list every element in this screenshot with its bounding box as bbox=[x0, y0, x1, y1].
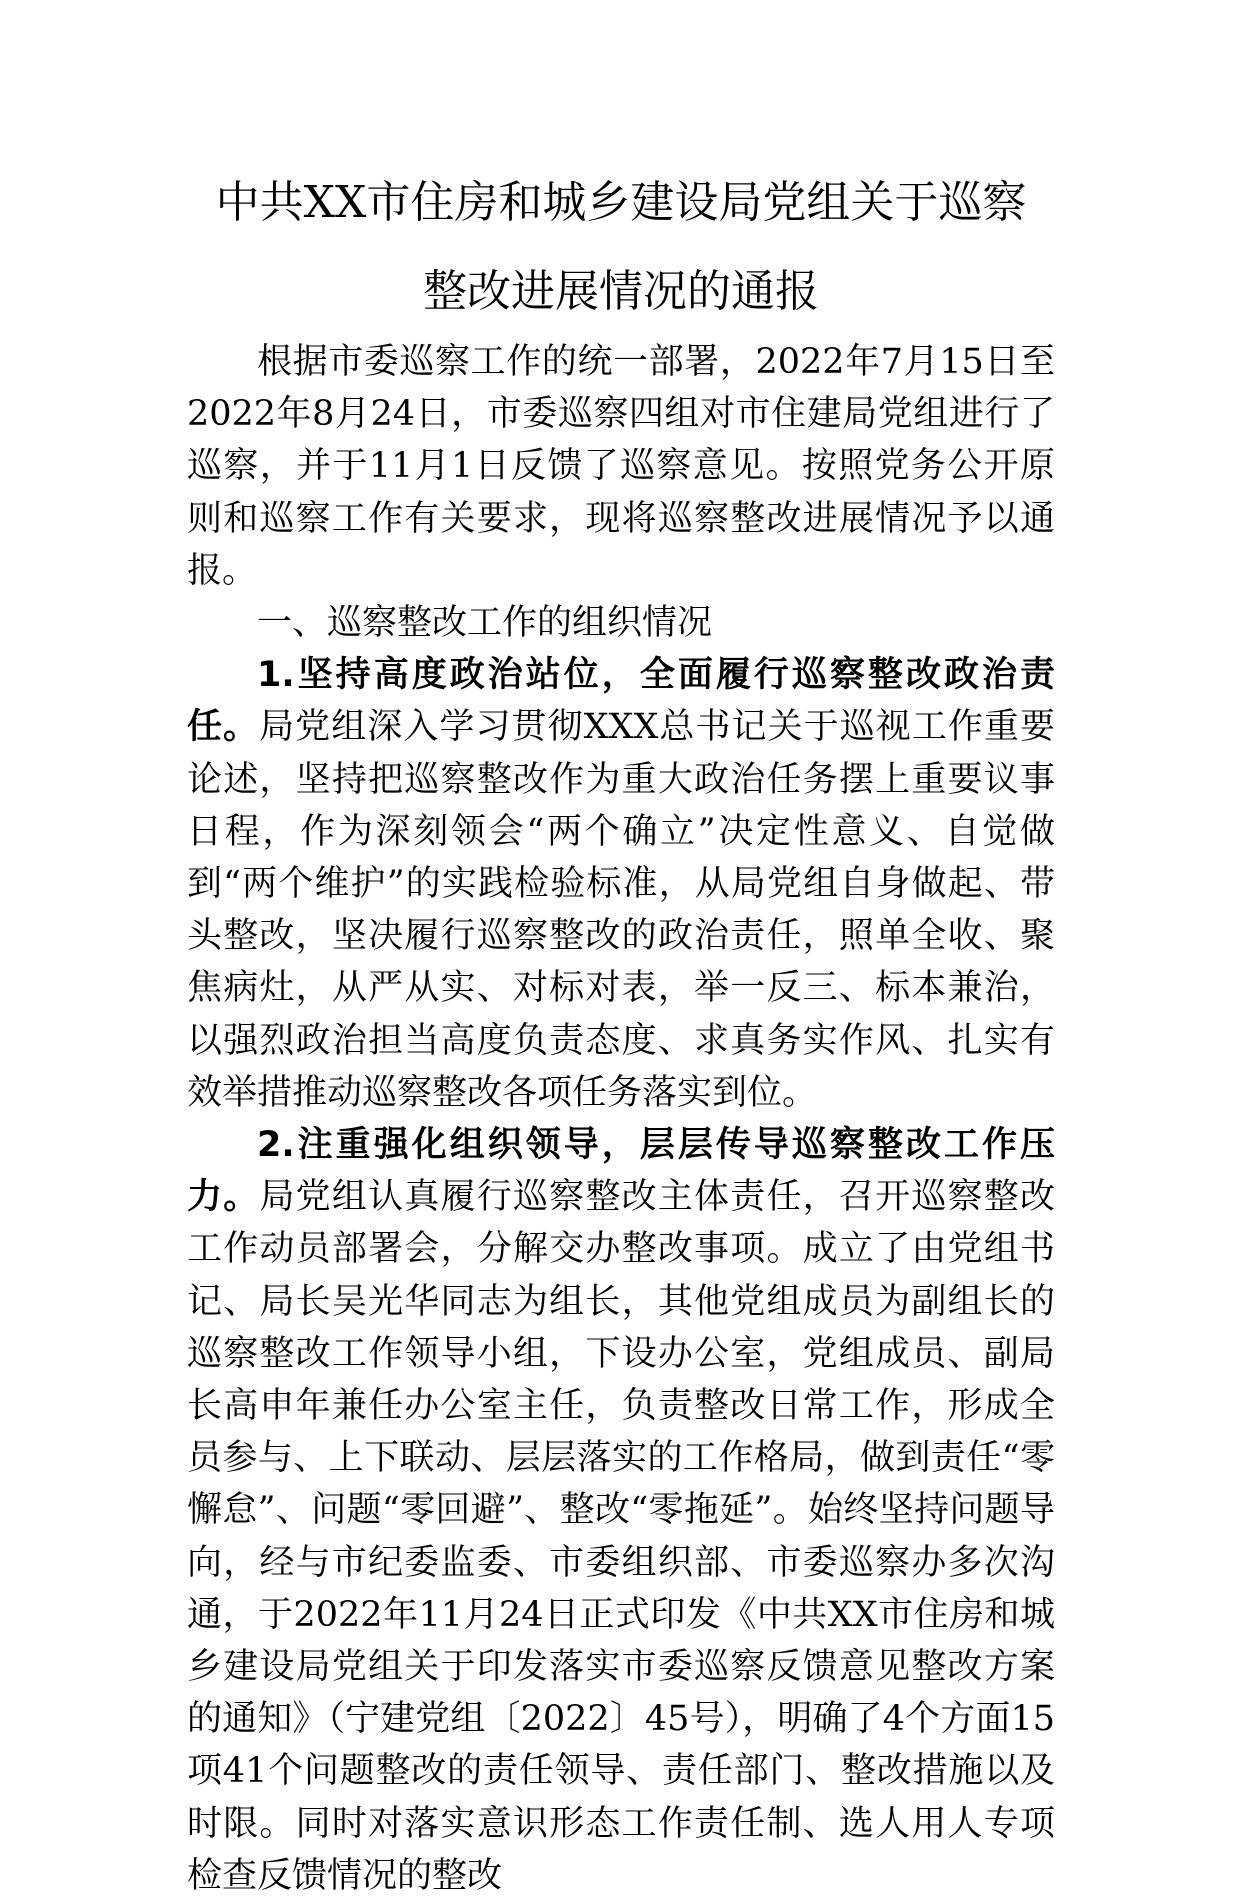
document-title-line-1: 中共XX市住房和城乡建设局党组关于巡察 bbox=[215, 177, 1027, 228]
item-2-paragraph bbox=[187, 1119, 1055, 1902]
item-1-body: 局党组深入学习贯彻XXX总书记关于巡视工作重要论述，坚持把巡察整改作为重大政治任务摆上重要议事日程，作为深刻领会“两个确立”决定性意义、自觉做到“两个维护”的实践检验标准，从局党组自身做起、带头整改，坚决履行巡察整改的政治责任，照单全收、聚焦病灶，从严从实、对标对表，举一反三、标本兼治，以强烈政治担当高度负责态度、求真务实作风、扎实有效举措推动巡察整改各项任务落实到位。 bbox=[187, 707, 1055, 1113]
item-1-paragraph bbox=[187, 649, 1055, 1119]
item-2-body: 局党组认真履行巡察整改主体责任，召开巡察整改工作动员部署会，分解交办整改事项。成立了由党组书记、局长吴光华同志为组长，其他党组成员为副组长的巡察整改工作领导小组，下设办公室，党组成员、副局长高申年兼任办公室主任，负责整改日常工作，形成全员参与、上下联动、层层落实的工作格局，做到责任“零懈怠”、问题“零回避”、整改“零拖延”。始终坚持问题导向，经与市纪委监委、市委组织部、市委巡察办多次沟通，于2022年11月24日正式印发《中共XX市住房和城乡建设局党组关于印发落实市委巡察反馈意见整改方案的通知》（宁建党组〔2022〕45号），明确了4个方面15项41个问题整改的责任领导、责任部门、整改措施以及时限。同时对落实意识形态工作责任制、选人用人专项检查反馈情况的整改 bbox=[187, 1177, 1055, 1896]
document-content bbox=[187, 158, 1055, 1902]
document-title bbox=[187, 158, 1055, 336]
item-2-title: 2.注重强化组织领导，层层传导巡察整改工作压力。 bbox=[187, 1125, 1055, 1218]
document-title-line-2: 整改进展情况的通报 bbox=[423, 266, 819, 317]
item-1-title: 1.坚持高度政治站位，全面履行巡察整改政治责任。 bbox=[187, 655, 1055, 748]
section-1-heading: 一、巡察整改工作的组织情况 bbox=[257, 603, 713, 644]
intro-paragraph: 根据市委巡察工作的统一部署，2022年7月15日至2022年8月24日，市委巡察四组对市住建局党组进行了巡察，并于11月1日反馈了巡察意见。按照党务公开原则和巡察工作有关要求，现将巡察整改进展情况予以通报。 bbox=[187, 342, 1055, 591]
